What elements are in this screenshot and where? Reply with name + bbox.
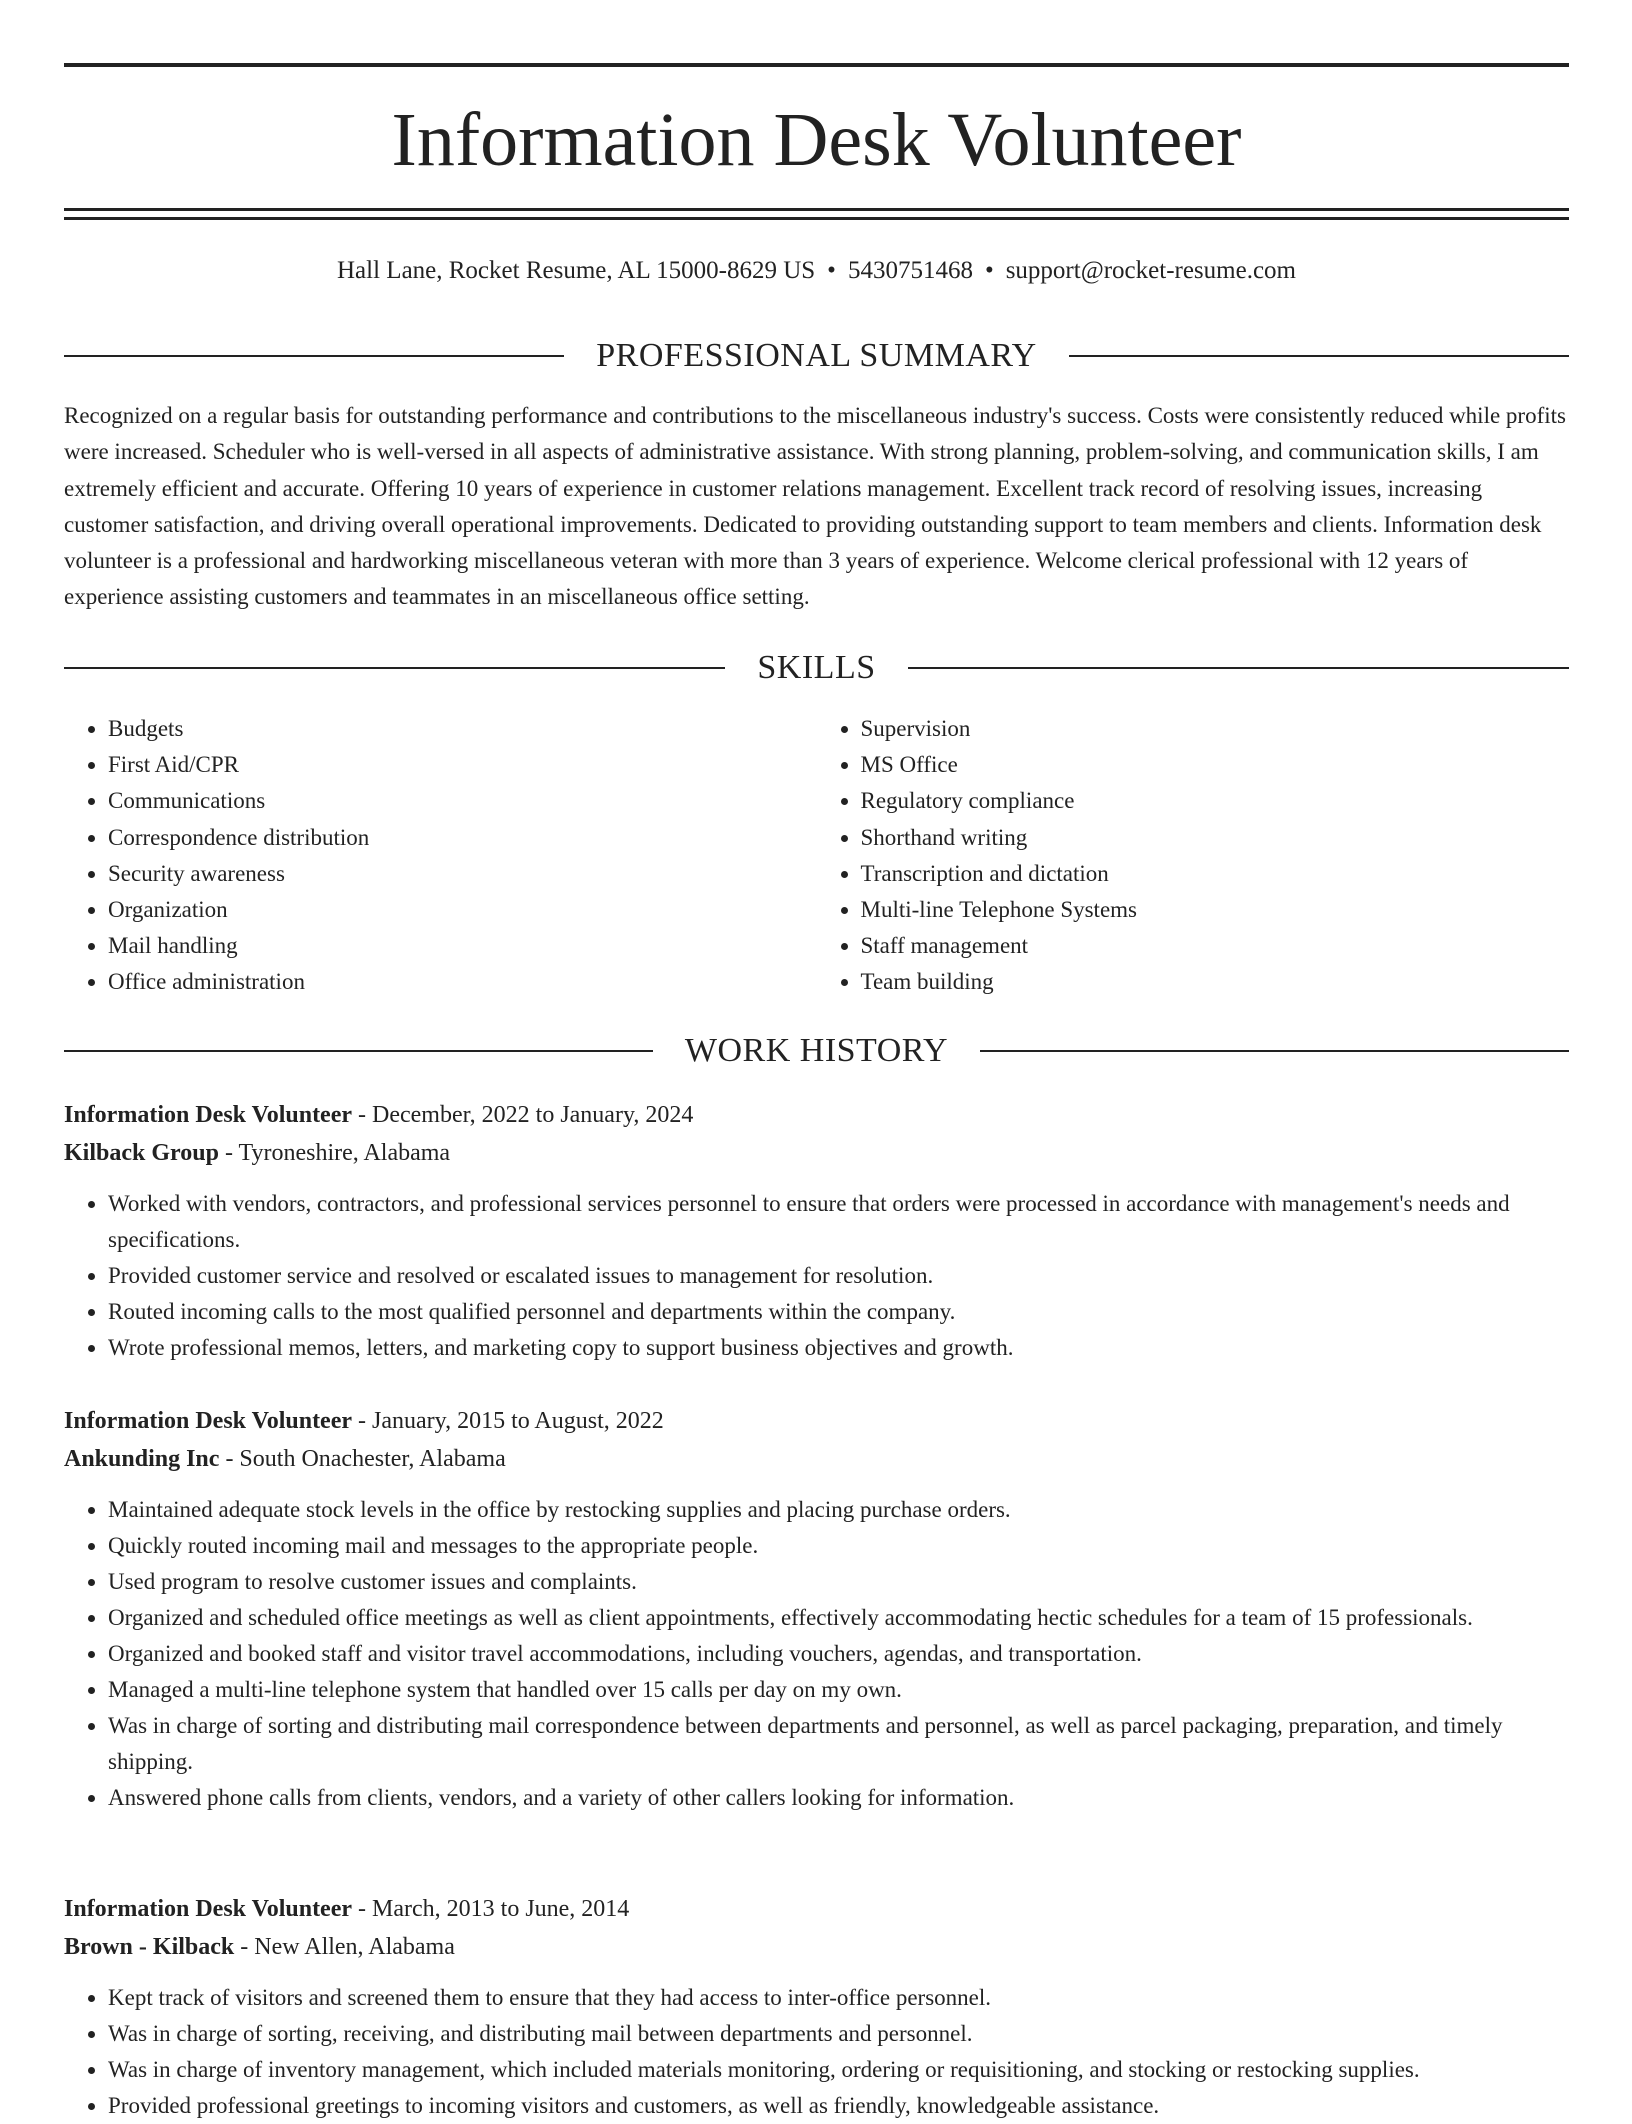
job-bullet: • Was in charge of sorting and distributing mail correspondence between departments and personnel, as well as parcel packaging, preparation, and timely shipping. — [108, 1708, 1569, 1780]
job-bullet: • Was in charge of inventory management, which included materials monitoring, ordering or requisitioning, and stocking or restocking supplies. — [108, 2052, 1569, 2088]
job-bullet: • Used program to resolve customer issues and complaints. — [108, 1564, 1569, 1600]
job-bullet: • Provided customer service and resolved or escalated issues to management for resolution. — [108, 1258, 1569, 1294]
skill-item: • Organization — [108, 892, 817, 928]
job-location: - New Allen, Alabama — [234, 1934, 455, 1960]
job-entry — [64, 1890, 1569, 2124]
job-bullet: • Worked with vendors, contractors, and professional services personnel to ensure that orders were processed in accordance with management's needs and specifications. — [108, 1186, 1569, 1258]
job-entry — [64, 1096, 1569, 1366]
contact-email: support@rocket-resume.com — [1005, 257, 1296, 284]
job-bullets — [64, 1186, 1569, 1366]
resume-title: Information Desk Volunteer — [391, 98, 1242, 182]
section-heading-skills — [64, 648, 1569, 688]
skill-item: • Transcription and dictation — [861, 856, 1570, 892]
job-bullet: • Organized and booked staff and visitor travel accommodations, including vouchers, agendas, and transportation. — [108, 1636, 1569, 1672]
header-top-rule — [64, 63, 1569, 67]
section-title: WORK HISTORY — [684, 1032, 949, 1069]
job-title: Information Desk Volunteer — [64, 1102, 353, 1128]
skill-item: • Shorthand writing — [861, 820, 1570, 856]
summary-text: Recognized on a regular basis for outstanding performance and contributions to the miscellaneous industry's success. Costs were consistently reduced while profits were increased. Scheduler who is well-versed in all aspects of administrative assistance. With strong planning, problem-solving, and communication skills, I am extremely efficient and accurate. Offering 10 years of experience in customer relations management. Excellent track record of resolving issues, increasing customer satisfaction, and driving overall operational improvements. Dedicated to providing outstanding support to team members and clients. Information desk volunteer is a professional and hardworking miscellaneous veteran with more than 3 years of experience. Welcome clerical professional with 12 years of experience assisting customers and teammates in an miscellaneous office setting. — [64, 403, 1566, 610]
job-bullet: • Organized and scheduled office meetings as well as client appointments, effectively accommodating hectic schedules for a team of 15 professionals. — [108, 1600, 1569, 1636]
job-title-line — [64, 1402, 1569, 1440]
job-dates: - January, 2015 to August, 2022 — [352, 1408, 664, 1434]
job-company: Ankunding Inc — [64, 1446, 220, 1472]
job-bullet: • Quickly routed incoming mail and messages to the appropriate people. — [108, 1528, 1569, 1564]
skill-item: • Staff management — [861, 928, 1570, 964]
job-dates: - December, 2022 to January, 2024 — [352, 1102, 694, 1128]
heading-rule-right — [980, 1050, 1569, 1052]
job-title-line — [64, 1096, 1569, 1134]
heading-rule-right — [1069, 355, 1569, 357]
skill-item: • Communications — [108, 783, 817, 819]
skill-item: • Multi-line Telephone Systems — [861, 892, 1570, 928]
contact-separator: • — [827, 257, 836, 284]
heading-rule-left — [64, 667, 725, 669]
job-bullet: • Managed a multi-line telephone system that handled over 15 calls per day on my own. — [108, 1672, 1569, 1708]
skills-column-left — [64, 711, 817, 1001]
job-bullet: • Routed incoming calls to the most qualified personnel and departments within the company. — [108, 1294, 1569, 1330]
job-title: Information Desk Volunteer — [64, 1408, 353, 1434]
contact-address: Hall Lane, Rocket Resume, AL 15000-8629 US — [337, 257, 816, 284]
skill-item: • Security awareness — [108, 856, 817, 892]
job-bullets — [64, 1980, 1569, 2124]
job-bullets — [64, 1492, 1569, 1816]
job-company-line — [64, 1928, 1569, 1966]
skill-item: • Correspondence distribution — [108, 820, 817, 856]
section-title: SKILLS — [757, 649, 876, 686]
skills-list — [64, 711, 1569, 1001]
skill-item: • Budgets — [108, 711, 817, 747]
skill-item: • Supervision — [861, 711, 1570, 747]
job-bullet: • Provided professional greetings to incoming visitors and customers, as well as friendly, knowledgeable assistance. — [108, 2088, 1569, 2124]
job-company: Kilback Group — [64, 1140, 219, 1166]
skill-item: • Mail handling — [108, 928, 817, 964]
job-dates: - March, 2013 to June, 2014 — [352, 1896, 630, 1922]
contact-separator: • — [984, 257, 994, 284]
job-company-line — [64, 1440, 1569, 1478]
skill-item: • MS Office — [861, 747, 1570, 783]
job-bullet: • Maintained adequate stock levels in the office by restocking supplies and placing purchase orders. — [108, 1492, 1569, 1528]
section-heading-summary — [64, 336, 1569, 376]
job-bullet: • Was in charge of sorting, receiving, and distributing mail between departments and personnel. — [108, 2016, 1569, 2052]
contact-phone: 5430751468 — [847, 257, 973, 284]
job-company: Brown - Kilback — [64, 1934, 235, 1960]
job-bullet: • Kept track of visitors and screened them to ensure that they had access to inter-office personnel. — [108, 1980, 1569, 2016]
job-title: Information Desk Volunteer — [64, 1896, 353, 1922]
header-double-rule — [64, 208, 1569, 220]
job-entry — [64, 1402, 1569, 1816]
skill-item: • Regulatory compliance — [861, 783, 1570, 819]
skill-item: • First Aid/CPR — [108, 747, 817, 783]
skill-item: • Office administration — [108, 964, 817, 1000]
section-title: PROFESSIONAL SUMMARY — [596, 337, 1037, 374]
contact-line — [64, 255, 1569, 287]
job-bullet: • Wrote professional memos, letters, and marketing copy to support business objectives and growth. — [108, 1330, 1569, 1366]
job-title-line — [64, 1890, 1569, 1928]
heading-rule-right — [908, 667, 1569, 669]
section-heading-work-history — [64, 1031, 1569, 1071]
skill-item: • Team building — [861, 964, 1570, 1000]
job-location: - South Onachester, Alabama — [219, 1446, 506, 1472]
job-location: - Tyroneshire, Alabama — [218, 1140, 451, 1166]
skills-column-right — [817, 711, 1570, 1001]
heading-rule-left — [64, 355, 564, 357]
job-bullet: • Answered phone calls from clients, vendors, and a variety of other callers looking for information. — [108, 1780, 1569, 1816]
heading-rule-left — [64, 1050, 653, 1052]
job-company-line — [64, 1134, 1569, 1172]
